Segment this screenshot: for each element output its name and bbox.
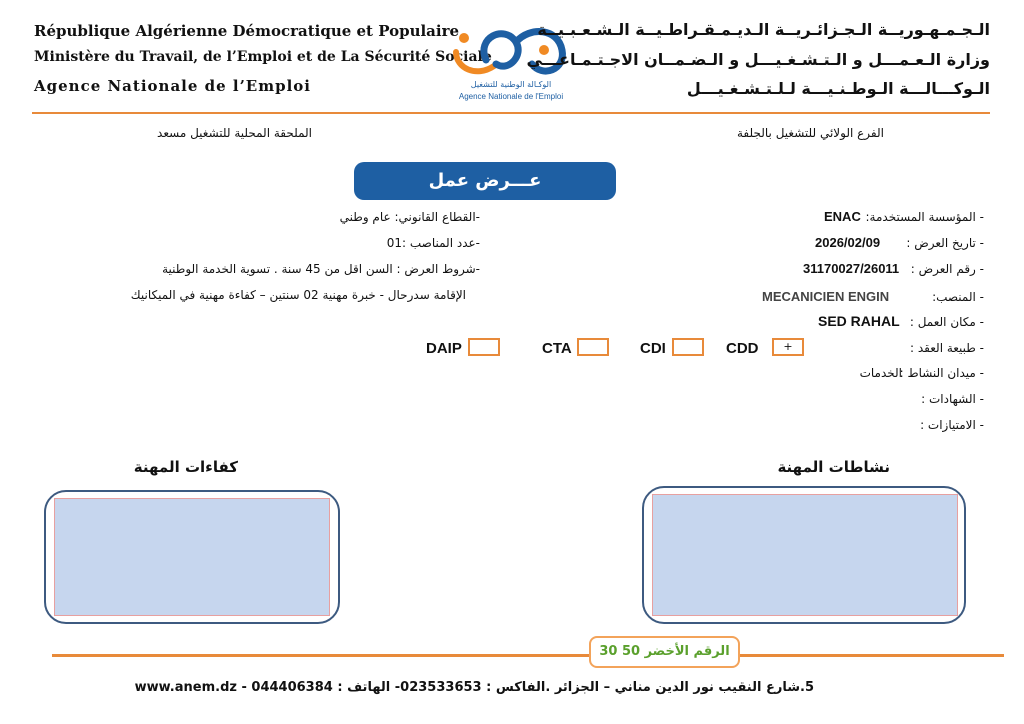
cta-label: CTA: [542, 340, 572, 357]
logo-arabic-text: الوكـالة الوطنية للتشغيل: [470, 80, 552, 89]
local-branch: الملحقة المحلية للتشغيل مسعد: [157, 126, 312, 140]
offer-conditions-continued: الإقامة سدرحال - خبرة مهنية 02 سنتين – كفاءة مهنية في الميكانيك: [130, 288, 466, 302]
offer-conditions: -شروط العرض : السن اقل من 45 سنة . تسوية الخدمة الوطنية: [162, 262, 480, 276]
activity-value: الخدمات: [859, 366, 902, 380]
wilaya-branch: الفرع الولائي للتشغيل بالجلفة: [737, 126, 884, 140]
logo-french-text: Agence Nationale de l'Emploi: [458, 92, 564, 101]
workplace-label: - مكان العمل :: [909, 315, 984, 329]
header-fr-agency: Agence Nationale de l’Emploi: [34, 77, 311, 95]
cdd-checkbox[interactable]: [772, 338, 804, 356]
employer-label: - المؤسسة المستخدمة:: [865, 210, 984, 224]
green-number-text: الرقم الأخضر 50 30: [599, 644, 730, 659]
green-number-badge: [589, 636, 740, 668]
document-title: عـــرض عمل: [354, 162, 616, 200]
header-ar-agency: الـوكـــالـــة الـوطـنـيـــة لـلـتـشـغـيـــل: [686, 79, 990, 98]
daip-checkbox[interactable]: [468, 338, 500, 356]
header-ar-ministry: وزارة الـعـمـــل و الـتـشـغـيـــل و الـضـمــان الاجـتـمـاعـــي: [526, 50, 990, 69]
workplace-value: SED RAHAL: [818, 313, 900, 329]
daip-label: DAIP: [426, 340, 462, 357]
skills-panel: [44, 490, 340, 624]
cdd-check-mark: +: [783, 340, 793, 353]
activities-heading: نشاطات المهنة: [777, 458, 890, 476]
header-ar-republic: الـجـمـهـوريــة الـجـزائـريــة الـديـمـقـراطـيــة الـشـعـبـيــة: [537, 20, 990, 39]
diplomas-label: - الشهادات :: [921, 392, 984, 406]
cdd-label: CDD: [726, 340, 759, 357]
footer-rule-left: [52, 654, 592, 657]
legal-sector: -القطاع القانوني: عام وطني: [339, 210, 480, 224]
offer-number-label: - رقم العرض :: [910, 262, 984, 276]
activity-label: - ميدان النشاط :: [899, 366, 984, 380]
skills-content-area: [54, 498, 330, 616]
employer-value: ENAC: [824, 209, 861, 224]
position-value: MECANICIEN ENGIN: [762, 289, 890, 304]
cta-checkbox[interactable]: [577, 338, 609, 356]
cdi-label: CDI: [640, 340, 666, 357]
footer-address: 5.شارع النقيب نور الدين مناني – الجزائر .الفاكس : 023533653- الهاتف : 044406384 - www.anem.dz: [134, 680, 814, 695]
position-label: - المنصب:: [932, 290, 984, 304]
activities-panel: [642, 486, 966, 624]
footer-rule-right: [738, 654, 1004, 657]
skills-heading: كفاءات المهنة: [133, 458, 238, 476]
contract-type-label: - طبيعة العقد :: [910, 341, 984, 355]
header-rule: [32, 112, 990, 114]
offer-number-value: 31170027/26011: [803, 261, 900, 276]
date-label: - تاريخ العرض :: [906, 236, 984, 250]
header-fr-ministry: Ministère du Travail, de l’Emploi et de La Sécurité Sociale: [34, 49, 492, 65]
date-value: 2026/02/09: [815, 235, 881, 250]
header-fr-republic: République Algérienne Démocratique et Populaire: [34, 22, 460, 40]
positions-count: -عدد المناصب :01: [386, 236, 480, 250]
benefits-label: - الامتيازات :: [920, 418, 984, 432]
cdi-checkbox[interactable]: [672, 338, 704, 356]
activities-content-area: [652, 494, 958, 616]
